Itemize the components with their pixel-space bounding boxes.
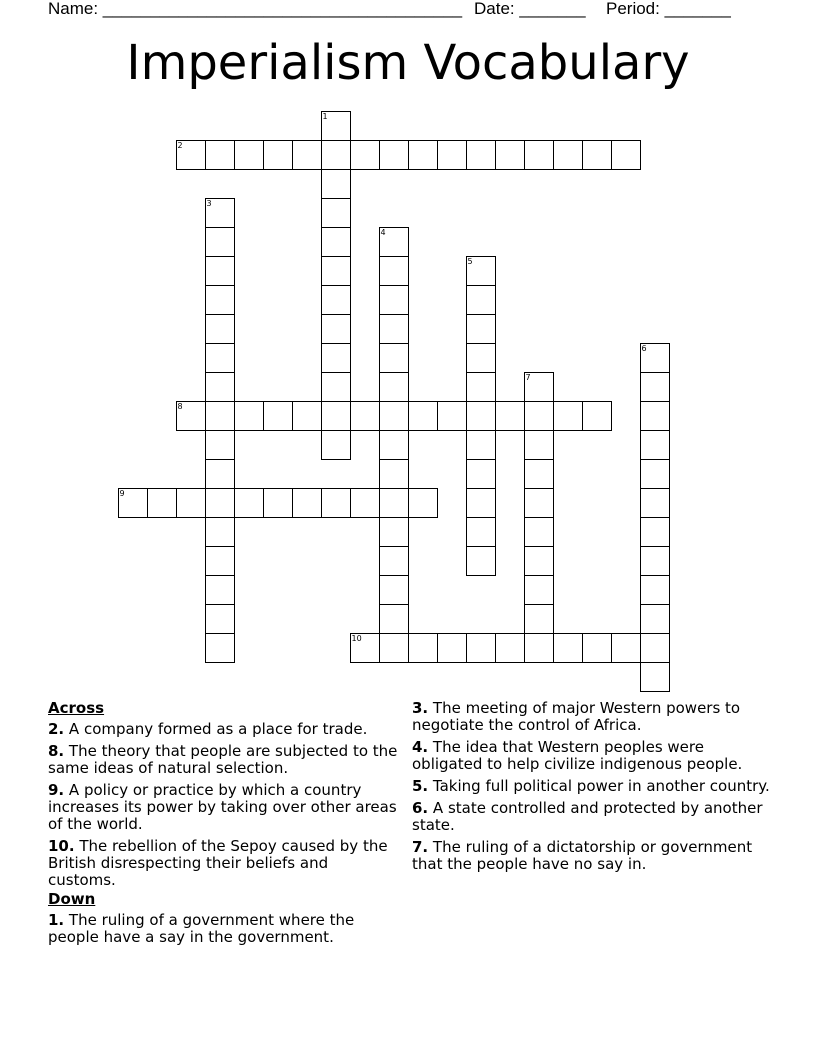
crossword-cell[interactable] — [466, 372, 496, 402]
crossword-cell[interactable] — [466, 140, 496, 170]
crossword-cell[interactable] — [379, 575, 409, 605]
crossword-cell[interactable] — [321, 343, 351, 373]
crossword-cell[interactable] — [379, 633, 409, 663]
crossword-cell[interactable] — [466, 488, 496, 518]
crossword-cell[interactable] — [437, 633, 467, 663]
crossword-cell[interactable] — [553, 140, 583, 170]
crossword-cell[interactable] — [205, 546, 235, 576]
crossword-cell[interactable] — [176, 401, 206, 431]
crossword-cell[interactable] — [205, 633, 235, 663]
crossword-cell[interactable] — [321, 169, 351, 199]
crossword-cell[interactable] — [466, 430, 496, 460]
clue-number: 4. — [412, 738, 429, 756]
clues-left-column — [48, 700, 398, 951]
crossword-cell[interactable] — [379, 401, 409, 431]
crossword-cell[interactable] — [321, 140, 351, 170]
crossword-cell[interactable] — [524, 604, 554, 634]
crossword-cell[interactable] — [379, 140, 409, 170]
crossword-cell[interactable] — [205, 459, 235, 489]
clue-text: The rebellion of the Sepoy caused by the British disrespecting their beliefs and customs. — [48, 837, 388, 889]
crossword-cell[interactable] — [437, 140, 467, 170]
crossword-cell[interactable] — [495, 633, 525, 663]
crossword-cell[interactable] — [379, 343, 409, 373]
crossword-cell[interactable] — [205, 575, 235, 605]
crossword-cell[interactable] — [379, 430, 409, 460]
crossword-cell[interactable] — [640, 546, 670, 576]
crossword-cell[interactable] — [524, 372, 554, 402]
crossword-cell[interactable] — [524, 575, 554, 605]
clue-number-label: 9 — [119, 488, 125, 498]
clue-down-5 — [412, 778, 772, 795]
crossword-cell[interactable] — [524, 430, 554, 460]
crossword-cell[interactable] — [524, 488, 554, 518]
clue-across-8 — [48, 743, 398, 777]
crossword-cell[interactable] — [176, 140, 206, 170]
clue-down-6 — [412, 800, 772, 834]
crossword-cell[interactable] — [205, 198, 235, 228]
crossword-cell[interactable] — [321, 285, 351, 315]
crossword-cell[interactable] — [205, 314, 235, 344]
crossword-cell[interactable] — [205, 343, 235, 373]
crossword-cell[interactable] — [466, 285, 496, 315]
crossword-cell[interactable] — [640, 662, 670, 692]
crossword-cell[interactable] — [350, 633, 380, 663]
crossword-cell[interactable] — [118, 488, 148, 518]
clue-across-2 — [48, 721, 398, 738]
clue-text: Taking full political power in another country. — [432, 777, 770, 795]
crossword-cell[interactable] — [640, 430, 670, 460]
crossword-cell[interactable] — [379, 546, 409, 576]
crossword-cell[interactable] — [524, 546, 554, 576]
crossword-cell[interactable] — [640, 517, 670, 547]
crossword-cell[interactable] — [379, 256, 409, 286]
crossword-cell[interactable] — [205, 256, 235, 286]
crossword-cell[interactable] — [466, 343, 496, 373]
clue-number: 6. — [412, 799, 429, 817]
crossword-cell[interactable] — [466, 517, 496, 547]
crossword-cell[interactable] — [495, 140, 525, 170]
crossword-cell[interactable] — [582, 140, 612, 170]
crossword-cell[interactable] — [234, 488, 264, 518]
crossword-cell[interactable] — [582, 401, 612, 431]
name-field-label: Name: ______________________________________ — [48, 0, 463, 18]
crossword-cell[interactable] — [263, 401, 293, 431]
crossword-cell[interactable] — [524, 459, 554, 489]
period-field-label: Period: _______ — [606, 0, 731, 18]
down-heading: Down — [48, 890, 96, 908]
crossword-cell[interactable] — [205, 140, 235, 170]
crossword-cell[interactable] — [176, 488, 206, 518]
clue-across-9 — [48, 782, 398, 833]
crossword-cell[interactable] — [205, 372, 235, 402]
crossword-cell[interactable] — [205, 285, 235, 315]
crossword-cell[interactable] — [408, 401, 438, 431]
clue-text: The idea that Western peoples were obligated to help civilize indigenous people. — [412, 738, 743, 773]
crossword-cell[interactable] — [292, 140, 322, 170]
crossword-cell[interactable] — [379, 517, 409, 547]
crossword-cell[interactable] — [640, 459, 670, 489]
crossword-cell[interactable] — [379, 314, 409, 344]
crossword-cell[interactable] — [553, 401, 583, 431]
crossword-cell[interactable] — [611, 140, 641, 170]
crossword-cell[interactable] — [205, 517, 235, 547]
crossword-cell[interactable] — [321, 488, 351, 518]
crossword-cell[interactable] — [234, 140, 264, 170]
crossword-cell[interactable] — [292, 488, 322, 518]
crossword-cell[interactable] — [437, 401, 467, 431]
crossword-cell[interactable] — [350, 401, 380, 431]
crossword-cell[interactable] — [321, 430, 351, 460]
crossword-cell[interactable] — [292, 401, 322, 431]
clue-text: The ruling of a dictatorship or government that the people have no say in. — [412, 838, 753, 873]
page-title: Imperialism Vocabulary — [126, 35, 690, 91]
crossword-cell[interactable] — [524, 517, 554, 547]
crossword-cell[interactable] — [524, 140, 554, 170]
clue-number-label: 3 — [206, 198, 212, 208]
crossword-cell[interactable] — [205, 488, 235, 518]
crossword-cell[interactable] — [205, 401, 235, 431]
clue-number: 7. — [412, 838, 429, 856]
clue-number-label: 10 — [351, 633, 362, 643]
date-field-label: Date: _______ — [474, 0, 586, 18]
crossword-cell[interactable] — [379, 285, 409, 315]
crossword-cell[interactable] — [379, 227, 409, 257]
clue-text: The theory that people are subjected to the same ideas of natural selection. — [48, 742, 398, 777]
clue-across-10 — [48, 838, 398, 889]
crossword-cell[interactable] — [321, 401, 351, 431]
crossword-cell[interactable] — [495, 401, 525, 431]
clue-text: The ruling of a government where the people have a say in the government. — [48, 911, 355, 946]
clue-down-3 — [412, 700, 772, 734]
crossword-cell[interactable] — [379, 488, 409, 518]
crossword-cell[interactable] — [379, 372, 409, 402]
crossword-cell[interactable] — [263, 488, 293, 518]
crossword-cell[interactable] — [466, 459, 496, 489]
crossword-cell[interactable] — [466, 633, 496, 663]
clue-down-7 — [412, 839, 772, 873]
clue-number: 8. — [48, 742, 65, 760]
clue-number-label: 7 — [525, 372, 531, 382]
crossword-cell[interactable] — [640, 604, 670, 634]
clues-right-column — [412, 700, 772, 878]
crossword-cell[interactable] — [350, 488, 380, 518]
crossword-cell[interactable] — [553, 633, 583, 663]
crossword-cell[interactable] — [321, 256, 351, 286]
crossword-cell[interactable] — [466, 401, 496, 431]
crossword-cell[interactable] — [379, 604, 409, 634]
crossword-cell[interactable] — [350, 140, 380, 170]
crossword-cell[interactable] — [640, 372, 670, 402]
clue-down-1 — [48, 912, 398, 946]
crossword-cell[interactable] — [147, 488, 177, 518]
crossword-cell[interactable] — [321, 227, 351, 257]
clue-text: A policy or practice by which a country increases its power by taking over other areas of the world. — [48, 781, 397, 833]
clue-number-label: 8 — [177, 401, 183, 411]
clue-down-4 — [412, 739, 772, 773]
clue-number: 1. — [48, 911, 65, 929]
crossword-cell[interactable] — [205, 604, 235, 634]
crossword-cell[interactable] — [234, 401, 264, 431]
across-heading: Across — [48, 699, 105, 717]
clue-number-label: 4 — [380, 227, 386, 237]
clue-text: A company formed as a place for trade. — [68, 720, 368, 738]
crossword-cell[interactable] — [524, 401, 554, 431]
crossword-cell[interactable] — [466, 314, 496, 344]
clue-number: 9. — [48, 781, 65, 799]
clue-number: 2. — [48, 720, 65, 738]
crossword-cell[interactable] — [408, 633, 438, 663]
crossword-cell[interactable] — [205, 430, 235, 460]
crossword-cell[interactable] — [640, 343, 670, 373]
crossword-cell[interactable] — [466, 256, 496, 286]
crossword-cell[interactable] — [408, 140, 438, 170]
clue-number: 10. — [48, 837, 75, 855]
crossword-cell[interactable] — [640, 633, 670, 663]
crossword-cell[interactable] — [205, 227, 235, 257]
crossword-cell[interactable] — [611, 633, 641, 663]
clue-number: 5. — [412, 777, 429, 795]
clue-number-label: 5 — [467, 256, 473, 266]
clue-number-label: 6 — [641, 343, 647, 353]
clue-text: The meeting of major Western powers to negotiate the control of Africa. — [412, 699, 741, 734]
crossword-cell[interactable] — [582, 633, 612, 663]
crossword-cell[interactable] — [408, 488, 438, 518]
crossword-cell[interactable] — [640, 575, 670, 605]
crossword-cell[interactable] — [321, 111, 351, 141]
crossword-cell[interactable] — [321, 372, 351, 402]
crossword-cell[interactable] — [640, 401, 670, 431]
crossword-cell[interactable] — [321, 198, 351, 228]
crossword-cell[interactable] — [379, 459, 409, 489]
clue-text: A state controlled and protected by another state. — [412, 799, 763, 834]
crossword-cell[interactable] — [321, 314, 351, 344]
clue-number-label: 2 — [177, 140, 183, 150]
clue-number-label: 1 — [322, 111, 328, 121]
crossword-cell[interactable] — [640, 488, 670, 518]
crossword-cell[interactable] — [263, 140, 293, 170]
crossword-cell[interactable] — [524, 633, 554, 663]
crossword-cell[interactable] — [466, 546, 496, 576]
clue-number: 3. — [412, 699, 429, 717]
